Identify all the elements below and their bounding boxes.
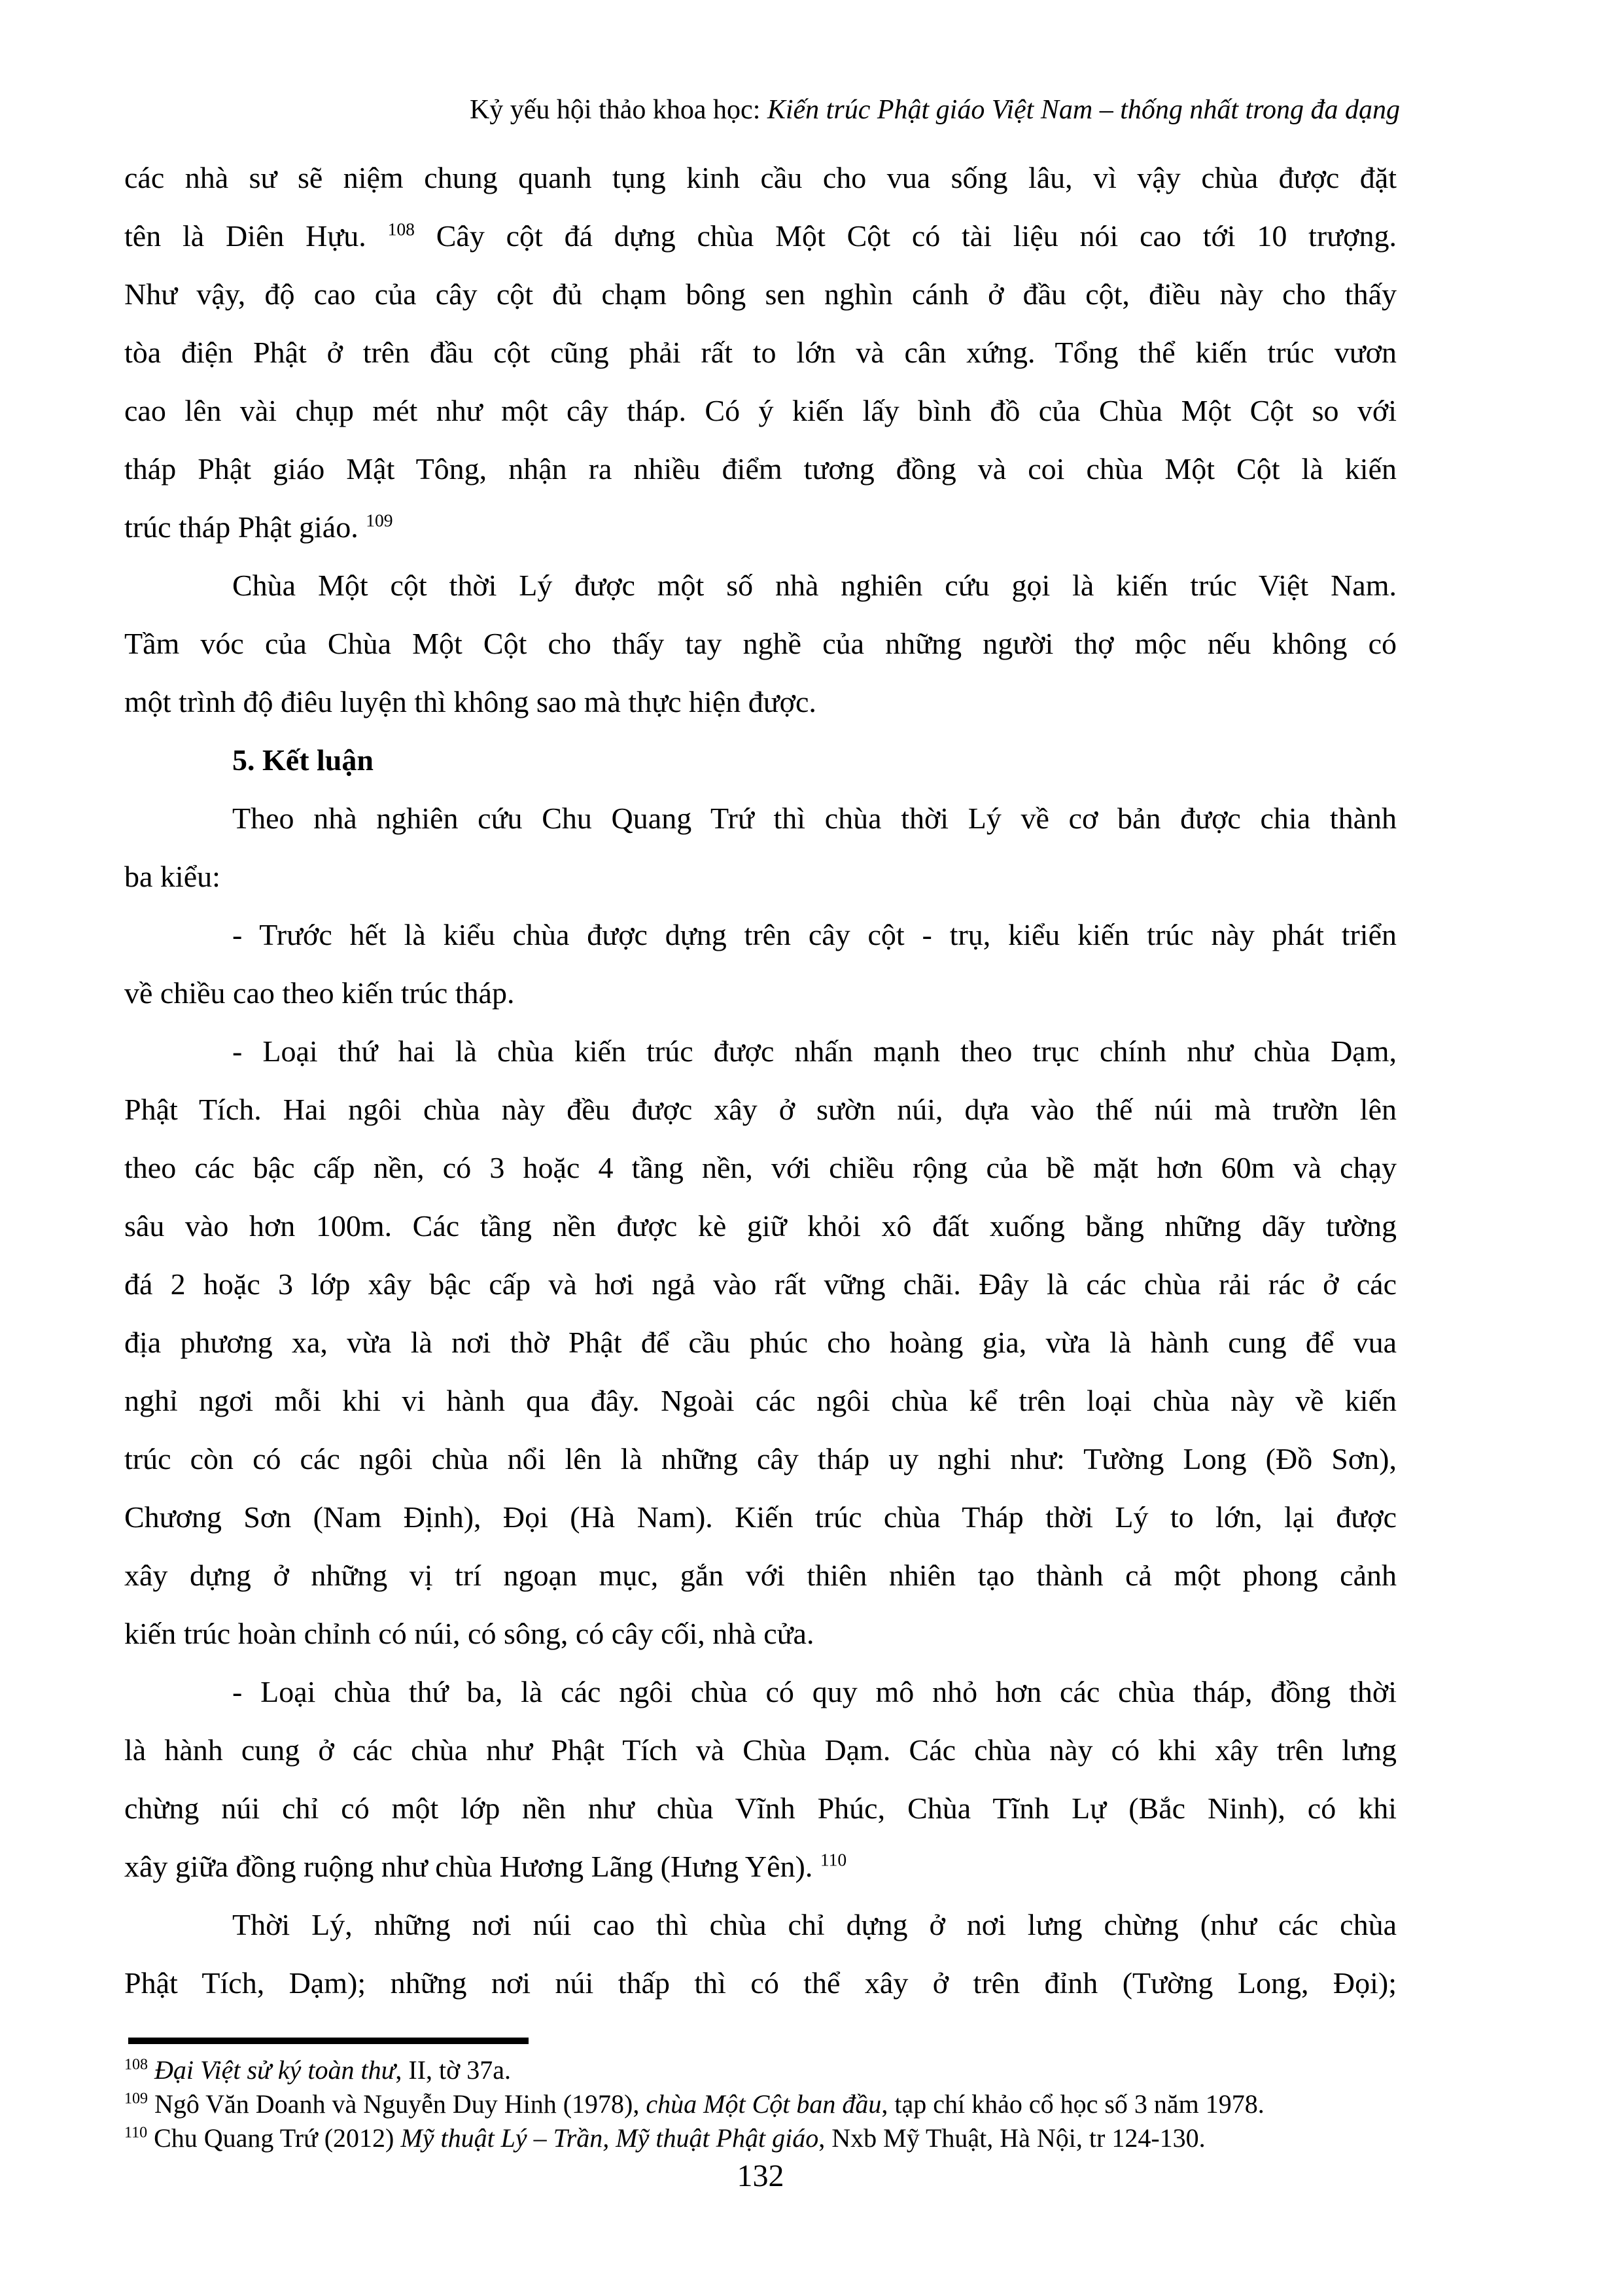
body-line <box>124 323 1397 381</box>
body-line <box>124 731 1397 789</box>
text-segment: cao lên vài chụp mét như một cây tháp. Có ý kiến lấy bình đồ của Chùa Một Cột so với <box>124 394 1397 427</box>
text-segment: kiến trúc hoàn chỉnh có núi, có sông, có cây cối, nhà cửa. <box>124 1617 814 1650</box>
footnote-ref: 110 <box>820 1849 847 1870</box>
text-segment: chùa Một Cột ban đầu <box>646 2089 882 2119</box>
body-line <box>124 381 1397 440</box>
text-segment: xây dựng ở những vị trí ngoạn mục, gắn với thiên nhiên tạo thành cả một phong cảnh <box>124 1559 1397 1592</box>
body-line <box>124 1721 1397 1779</box>
body-line <box>124 1954 1397 2012</box>
body-line <box>124 1546 1397 1604</box>
text-segment: tên là Diên Hựu. <box>124 219 388 253</box>
body-line <box>124 1255 1397 1313</box>
body-line <box>124 265 1397 323</box>
text-segment: - Loại chùa thứ ba, là các ngôi chùa có quy mô nhỏ hơn các chùa tháp, đồng thời <box>232 1675 1397 1708</box>
running-header <box>124 90 1400 130</box>
body-line <box>124 1139 1397 1197</box>
footnote-item <box>124 2087 1406 2121</box>
text-segment: Thời Lý, những nơi núi cao thì chùa chỉ dựng ở nơi lưng chừng (như các chùa <box>232 1908 1397 1941</box>
text-segment: Cây cột đá dựng chùa Một Cột có tài liệu nói cao tới 10 trượng. <box>414 219 1397 253</box>
text-segment: đá 2 hoặc 3 lớp xây bậc cấp và hơi ngả vào rất vững chãi. Đây là các chùa rải rác ở các <box>124 1267 1397 1301</box>
text-segment: Phật Tích. Hai ngôi chùa này đều được xây ở sườn núi, dựa vào thế núi mà trườn lên <box>124 1093 1397 1126</box>
body-line <box>124 673 1397 731</box>
body-line <box>124 1779 1397 1837</box>
text-segment: , tạp chí khảo cổ học số 3 năm 1978. <box>881 2089 1265 2119</box>
text-segment: nghỉ ngơi mỗi khi vi hành qua đây. Ngoài các ngôi chùa kể trên loại chùa này về kiến <box>124 1384 1397 1417</box>
text-segment: - Trước hết là kiểu chùa được dựng trên cây cột - trụ, kiểu kiến trúc này phát triển <box>232 918 1397 951</box>
text-segment: Mỹ thuật Lý – Trần, Mỹ thuật Phật giáo <box>400 2123 819 2153</box>
text-segment: Kỷ yếu hội thảo khoa học: <box>469 95 767 125</box>
body-line <box>124 847 1397 906</box>
body-line <box>124 440 1397 498</box>
text-segment: 5. Kết luận <box>232 743 374 777</box>
text-segment: ba kiểu: <box>124 860 220 893</box>
text-segment: về chiều cao theo kiến trúc tháp. <box>124 976 515 1010</box>
footnotes <box>124 2053 1406 2155</box>
text-segment: tháp Phật giáo Mật Tông, nhận ra nhiều điểm tương đồng và coi chùa Một Cột là kiến <box>124 452 1397 486</box>
body-line <box>124 1896 1397 1954</box>
footnote-ref: 110 <box>124 2124 148 2142</box>
body-line <box>124 1197 1397 1255</box>
body-line <box>124 614 1397 673</box>
text-segment: Như vậy, độ cao của cây cột đủ chạm bông sen nghìn cánh ở đầu cột, điều này cho thấy <box>124 277 1397 311</box>
text-segment: trúc tháp Phật giáo. <box>124 510 366 544</box>
text-segment: theo các bậc cấp nền, có 3 hoặc 4 tầng nền, với chiều rộng của bề mặt hơn 60m và chạy <box>124 1151 1397 1184</box>
text-segment: các nhà sư sẽ niệm chung quanh tụng kinh cầu cho vua sống lâu, vì vậy chùa được đặt <box>124 161 1397 194</box>
text-segment: sâu vào hơn 100m. Các tầng nền được kè giữ khỏi xô đất xuống bằng những dãy tường <box>124 1209 1397 1243</box>
text-segment: một trình độ điêu luyện thì không sao mà thực hiện được. <box>124 685 816 718</box>
text-segment: Phật Tích, Dạm); những nơi núi thấp thì có thể xây ở trên đỉnh (Tường Long, Đọi); <box>124 1966 1397 2000</box>
text-segment: Tầm vóc của Chùa Một Cột cho thấy tay nghề của những người thợ mộc nếu không có <box>124 627 1397 660</box>
text-segment: Theo nhà nghiên cứu Chu Quang Trứ thì chùa thời Lý về cơ bản được chia thành <box>232 802 1397 835</box>
text-segment <box>148 2055 154 2085</box>
body-text <box>124 149 1397 2012</box>
page-number: 132 <box>737 2159 784 2193</box>
footnote-item <box>124 2053 1406 2087</box>
body-line <box>124 556 1397 614</box>
footnote-ref: 108 <box>124 2056 148 2074</box>
text-segment: Ngô Văn Doanh và Nguyễn Duy Hinh (1978), <box>148 2089 646 2119</box>
body-line <box>124 1663 1397 1721</box>
text-segment: , Nxb Mỹ Thuật, Hà Nội, tr 124-130. <box>818 2123 1206 2153</box>
text-segment: Chu Quang Trứ (2012) <box>147 2123 401 2153</box>
text-segment: Kiến trúc Phật giáo Việt Nam – thống nhất trong đa dạng <box>767 95 1400 125</box>
body-line <box>124 1488 1397 1546</box>
body-line <box>124 1430 1397 1488</box>
text-segment: tòa điện Phật ở trên đầu cột cũng phải rất to lớn và cân xứng. Tổng thể kiến trúc vươn <box>124 336 1397 369</box>
footnote-ref: 109 <box>366 510 393 531</box>
footnote-item <box>124 2121 1406 2155</box>
text-segment: chừng núi chỉ có một lớp nền như chùa Vĩnh Phúc, Chùa Tĩnh Lự (Bắc Ninh), có khi <box>124 1792 1397 1825</box>
text-segment: Chùa Một cột thời Lý được một số nhà nghiên cứu gọi là kiến trúc Việt Nam. <box>232 569 1397 602</box>
body-line <box>124 964 1397 1022</box>
text-segment: địa phương xa, vừa là nơi thờ Phật để cầu phúc cho hoàng gia, vừa là hành cung để vua <box>124 1326 1397 1359</box>
footnote-ref: 109 <box>124 2090 148 2108</box>
body-line <box>124 207 1397 265</box>
body-line <box>124 1837 1397 1896</box>
text-segment: , II, tờ 37a. <box>395 2055 512 2085</box>
body-line <box>124 498 1397 556</box>
text-segment: là hành cung ở các chùa như Phật Tích và Chùa Dạm. Các chùa này có khi xây trên lưng <box>124 1733 1397 1767</box>
body-line <box>124 149 1397 207</box>
body-line <box>124 1371 1397 1430</box>
body-line <box>124 789 1397 847</box>
text-segment: Chương Sơn (Nam Định), Đọi (Hà Nam). Kiến trúc chùa Tháp thời Lý to lớn, lại được <box>124 1500 1397 1534</box>
body-line <box>124 1313 1397 1371</box>
footnote-ref: 108 <box>387 219 415 239</box>
text-segment: trúc còn có các ngôi chùa nổi lên là những cây tháp uy nghi như: Tường Long (Đồ Sơn), <box>124 1442 1397 1475</box>
text-segment: Đại Việt sử ký toàn thư <box>154 2055 396 2085</box>
body-line <box>124 906 1397 964</box>
footnote-separator <box>128 2038 529 2044</box>
text-segment: xây giữa đồng ruộng như chùa Hương Lãng (Hưng Yên). <box>124 1850 820 1883</box>
text-segment: - Loại thứ hai là chùa kiến trúc được nhấn mạnh theo trục chính như chùa Dạm, <box>232 1034 1397 1068</box>
body-line <box>124 1604 1397 1663</box>
body-line <box>124 1080 1397 1139</box>
body-line <box>124 1022 1397 1080</box>
